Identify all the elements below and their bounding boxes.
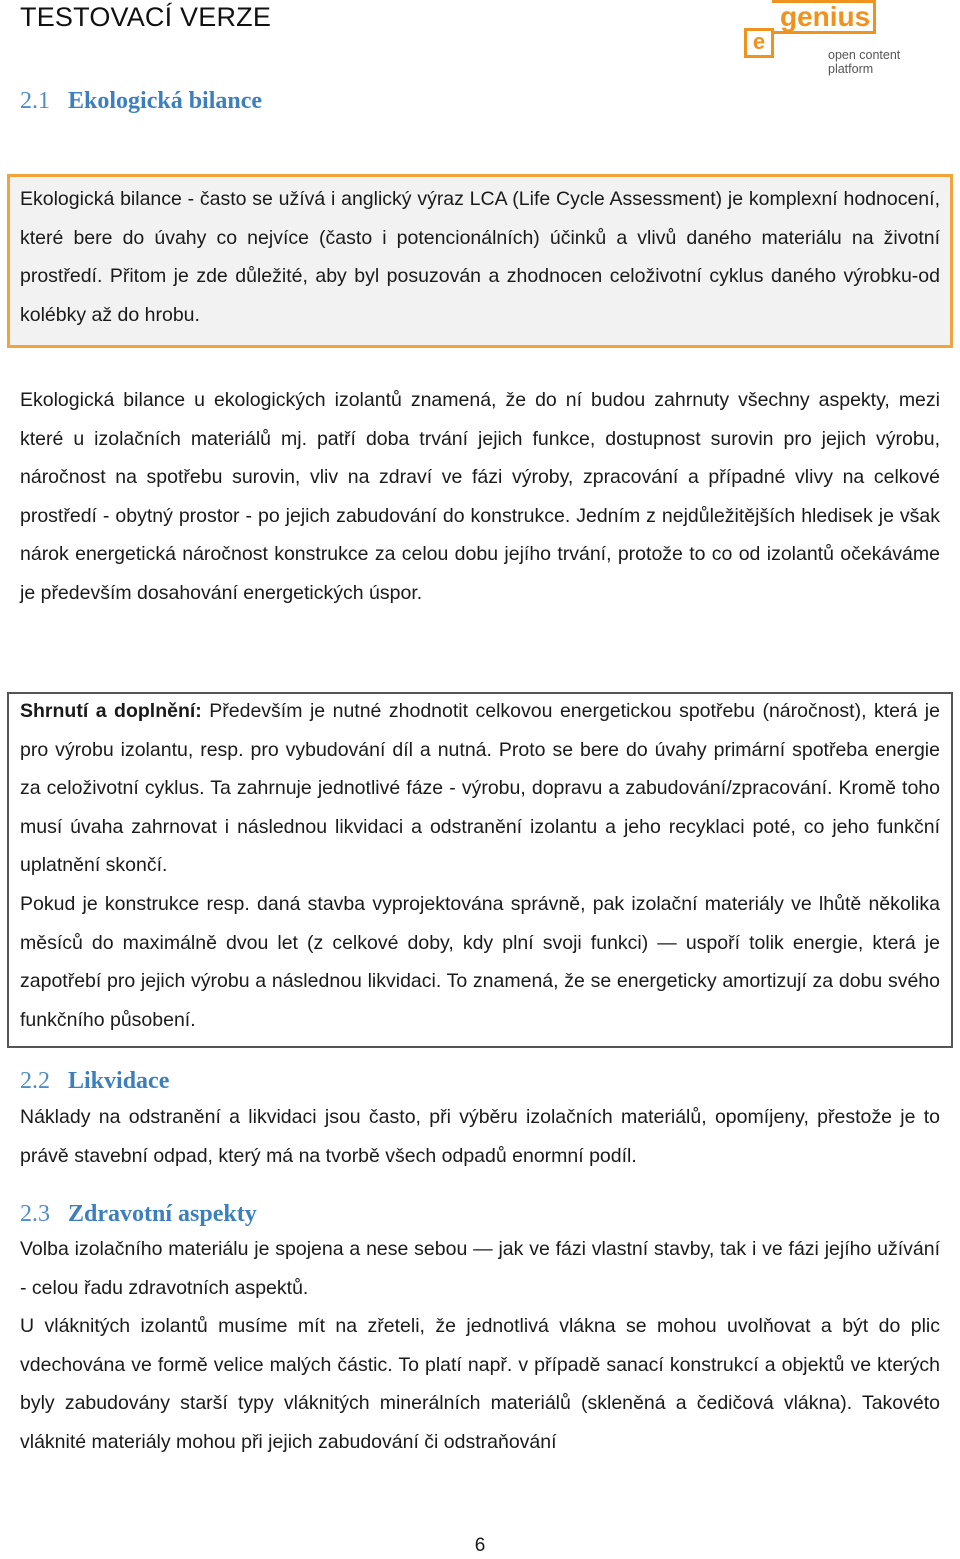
page-number: 6 bbox=[474, 1535, 486, 1556]
logo-wordmark: genius bbox=[772, 0, 876, 34]
logo-tagline-line2: platform bbox=[828, 62, 874, 76]
logo-tagline-line1: open content bbox=[828, 48, 901, 62]
section-title: Ekologická bilance bbox=[68, 88, 263, 114]
egenius-logo bbox=[742, 0, 942, 82]
logo-tagline bbox=[828, 48, 938, 76]
section-title: Likvidace bbox=[68, 1068, 170, 1094]
health-paragraph-1: Volba izolačního materiálu je spojena a nese sebou — jak ve fázi vlastní stavby, tak i ve fázi jejího užívání - celou řadu zdravotních aspektů. bbox=[20, 1238, 940, 1299]
section-heading-2-1 bbox=[20, 88, 262, 115]
section-number: 2.3 bbox=[20, 1201, 50, 1227]
logo-e-mark: e bbox=[744, 28, 774, 58]
summary-text bbox=[20, 692, 940, 885]
section-heading-2-2 bbox=[20, 1068, 169, 1095]
health-paragraph-2: U vláknitých izolantů musíme mít na zřeteli, že jednotlivá vlákna se mohou uvolňovat a být do plic vdechována ve formě velice malých částic. To platí např. v případě sanací konstrukcí a objektů ve kterých byly zabudovány starší typy vláknitých minerálních materiálů (skleněná a čedičová vlákna). Takovéto vláknité materiály mohou při jejich zabudování či odstraňování bbox=[20, 1315, 940, 1453]
summary-text-part2: Pokud je konstrukce resp. daná stavba vyprojektována správně, pak izolační materiály ve lhůtě několika měsíců do maximálně dvou let (z celkové doby, kdy plní svoji funkci) — uspoří tolik energie, která je zapotřebí pro jejich výrobu a následnou likvidaci. To znamená, že se energeticky amortizují za dobu svého funkčního působení. bbox=[20, 893, 940, 1031]
disposal-paragraph: Náklady na odstranění a likvidaci jsou často, při výběru izolačních materiálů, opomíjeny, přestože je to právě stavební odpad, který má na tvorbě všech odpadů enormní podíl. bbox=[20, 1106, 940, 1167]
summary-label: Shrnutí a doplnění: bbox=[20, 700, 202, 722]
ecological-balance-paragraph: Ekologická bilance u ekologických izolantů znamená, že do ní budou zahrnuty všechny aspekty, mezi které u izolačních materiálů mj. patří doba trvání jejich funkce, dostupnost surovin pro jejich výrobu, náročnost na spotřebu surovin, vliv na zdraví ve fázi výroby, zpracování a případné vlivy na celkové prostředí - obytný prostor - po jejich zabudování do konstrukce. Jedním z nejdůležitějších hledisek je však nárok energetická náročnost konstrukce za celou dobu jejího trvání, protože to co od izolantů očekáváme je především dosahování energetických úspor. bbox=[20, 389, 940, 604]
section-number: 2.1 bbox=[20, 88, 50, 114]
section-number: 2.2 bbox=[20, 1068, 50, 1094]
definition-text: Ekologická bilance - často se užívá i anglický výraz LCA (Life Cycle Assessment) je komplexní hodnocení, které bere do úvahy co nejvíce (často i potencionálních) účinků a vlivů daného materiálu na životní prostředí. Přitom je zde důležité, aby byl posuzován a zhodnocen celoživotní cyklus daného výrobku-od kolébky až do hrobu. bbox=[20, 188, 940, 326]
section-heading-2-3 bbox=[20, 1201, 257, 1228]
page-header-title: TESTOVACÍ VERZE bbox=[20, 2, 272, 32]
section-title: Zdravotní aspekty bbox=[68, 1201, 257, 1227]
summary-text-part1: Především je nutné zhodnotit celkovou energetickou spotřebu (náročnost), která je pro výrobu izolantu, resp. pro vybudování díl a nutná. Proto se bere do úvahy primární spotřeba energie za celoživotní cyklus. Ta zahrnuje jednotlivé fáze - výrobu, dopravu a zabudování/zpracování. Kromě toho musí úvaha zahrnovat i následnou likvidaci a odstranění izolantu a jeho recyklaci poté, co jeho funkční uplatnění skončí. bbox=[20, 700, 940, 877]
